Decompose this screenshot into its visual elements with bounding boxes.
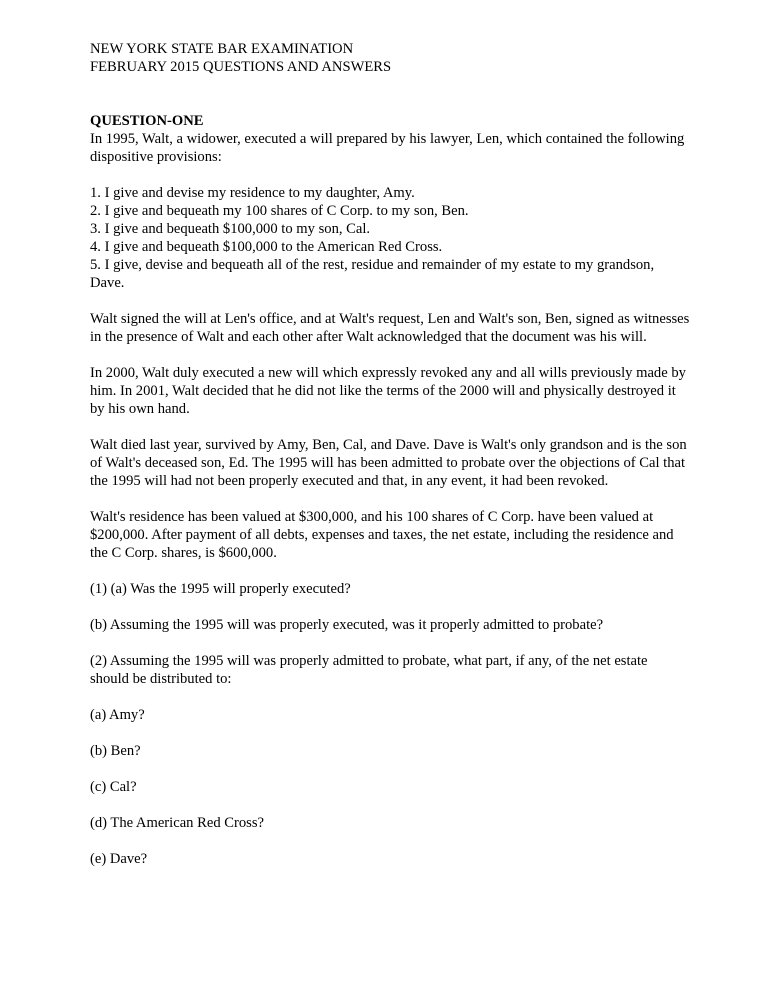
question-title: QUESTION-ONE bbox=[90, 113, 204, 129]
will-provisions bbox=[90, 184, 690, 292]
fact-paragraph-revocation: In 2000, Walt duly executed a new will which expressly revoked any and all wills previously made by him. In 2001, Walt decided that he did not like the terms of the 2000 will and physically destroyed it by his own hand. bbox=[90, 365, 686, 417]
question-intro: In 1995, Walt, a widower, executed a will prepared by his lawyer, Len, which contained the following dispositive provisions: bbox=[90, 131, 685, 165]
exam-subtitle: FEBRUARY 2015 QUESTIONS AND ANSWERS bbox=[90, 59, 392, 75]
document-page bbox=[90, 40, 690, 886]
question-2e: (e) Dave? bbox=[90, 851, 148, 867]
question-2c: (c) Cal? bbox=[90, 779, 137, 795]
question-2b: (b) Ben? bbox=[90, 743, 141, 759]
provision-item: 2. I give and bequeath my 100 shares of C Corp. to my son, Ben. bbox=[90, 203, 469, 219]
fact-paragraph-execution: Walt signed the will at Len's office, and at Walt's request, Len and Walt's son, Ben, signed as witnesses in the presence of Walt and each other after Walt acknowledged that the document was his will. bbox=[90, 311, 690, 345]
document-header bbox=[90, 40, 690, 76]
fact-paragraph-valuation: Walt's residence has been valued at $300,000, and his 100 shares of C Corp. have been valued at $200,000. After payment of all debts, expenses and taxes, the net estate, including the residence and the C Corp. shares, is $600,000. bbox=[90, 509, 674, 561]
provision-item: 3. I give and bequeath $100,000 to my son, Cal. bbox=[90, 221, 371, 237]
question-2d: (d) The American Red Cross? bbox=[90, 815, 264, 831]
question-1b: (b) Assuming the 1995 will was properly executed, was it properly admitted to probate? bbox=[90, 617, 604, 633]
question-2a: (a) Amy? bbox=[90, 707, 145, 723]
exam-title: NEW YORK STATE BAR EXAMINATION bbox=[90, 41, 354, 57]
question-1a: (1) (a) Was the 1995 will properly executed? bbox=[90, 581, 351, 597]
provision-item: 5. I give, devise and bequeath all of the rest, residue and remainder of my estate to my grandson, Dave. bbox=[90, 257, 655, 291]
fact-paragraph-death: Walt died last year, survived by Amy, Ben, Cal, and Dave. Dave is Walt's only grandson and is the son of Walt's deceased son, Ed. The 1995 will has been admitted to probate over the objections of Cal that the 1995 will had not been properly executed and that, in any event, it had been revoked. bbox=[90, 437, 687, 489]
provision-item: 4. I give and bequeath $100,000 to the American Red Cross. bbox=[90, 239, 443, 255]
provision-item: 1. I give and devise my residence to my daughter, Amy. bbox=[90, 185, 415, 201]
question-2: (2) Assuming the 1995 will was properly admitted to probate, what part, if any, of the net estate should be distributed to: bbox=[90, 653, 648, 687]
